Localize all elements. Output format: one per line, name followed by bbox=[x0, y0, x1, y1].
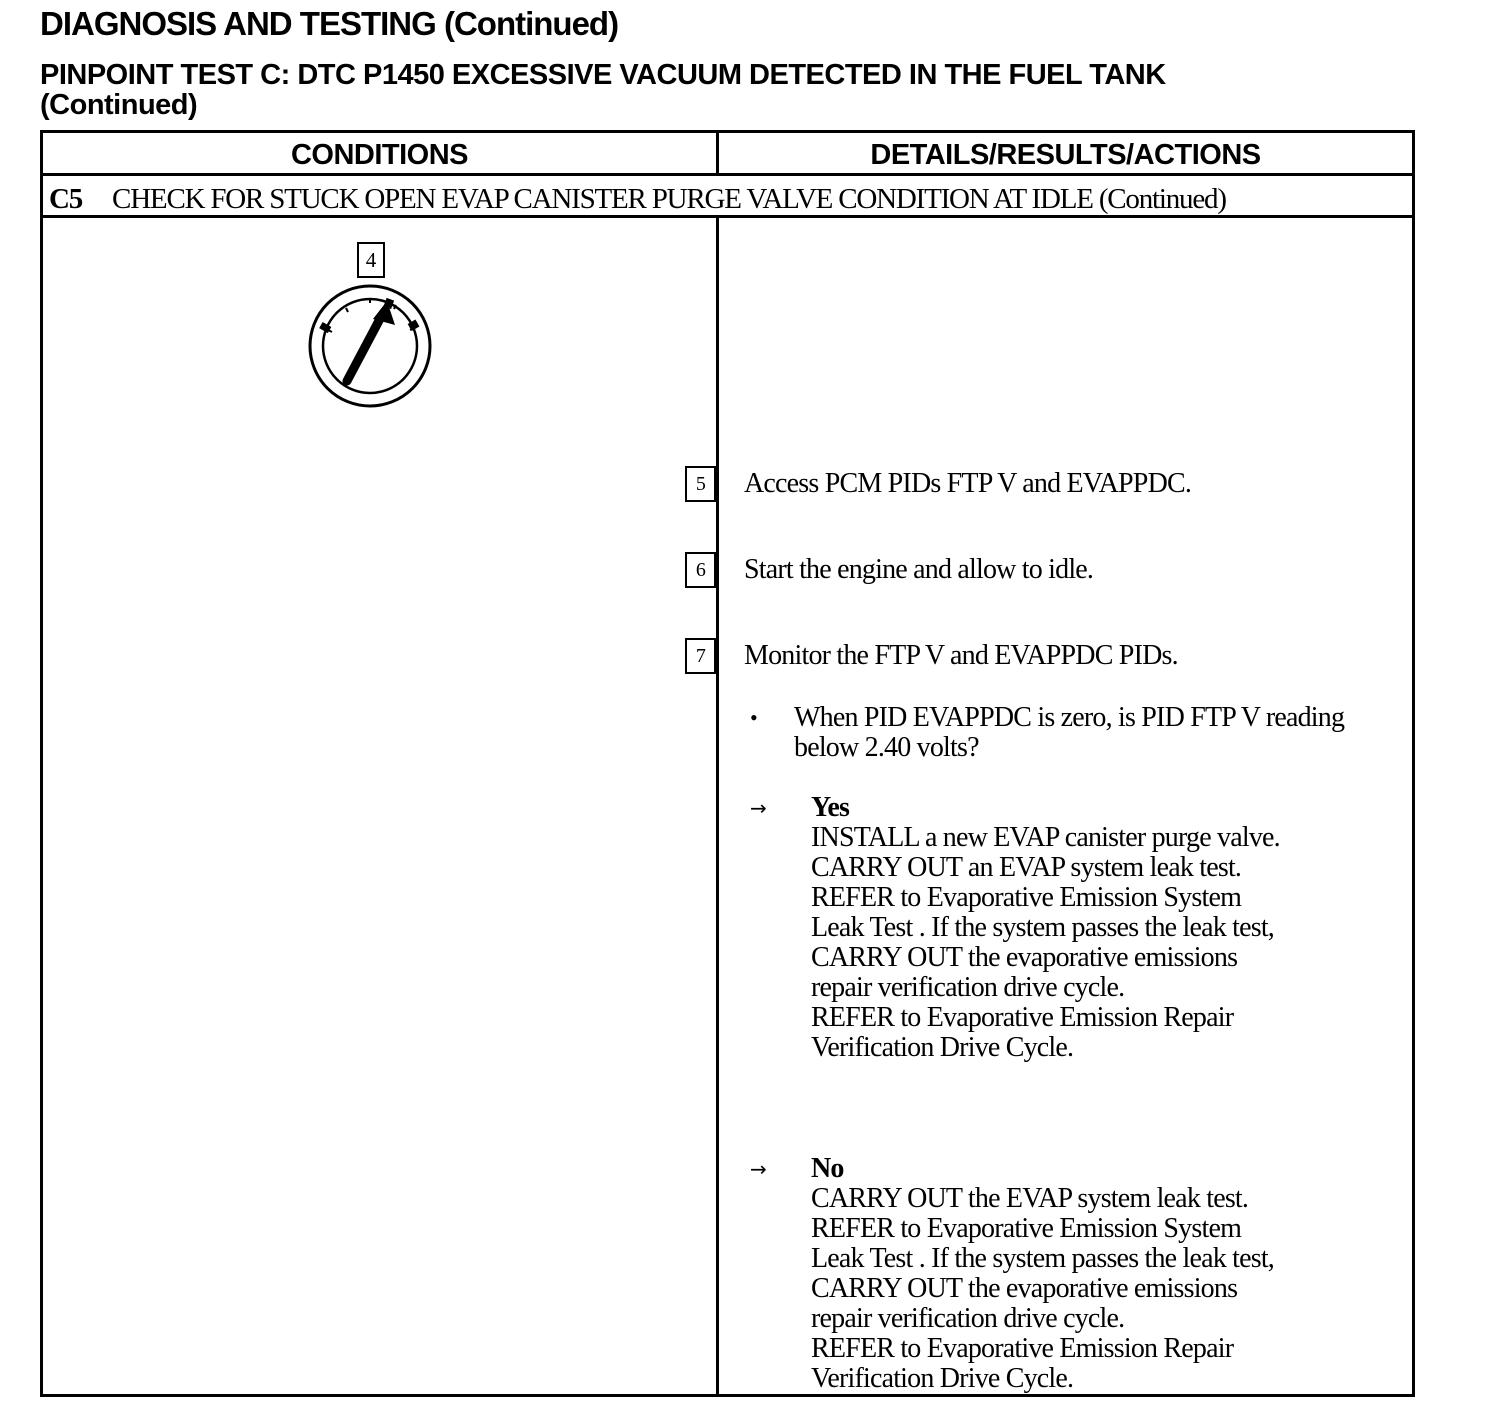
action-line: CARRY OUT the EVAP system leak test. bbox=[811, 1183, 1249, 1214]
ignition-key-icon bbox=[307, 283, 433, 409]
step-number-badge: 7 bbox=[685, 638, 716, 674]
action-line: REFER to Evaporative Emission Repair bbox=[811, 1333, 1234, 1364]
question-text: When PID EVAPPDC is zero, is PID FTP V reading below 2.40 volts? bbox=[794, 702, 1345, 763]
step-6 bbox=[685, 552, 1093, 588]
step-number-badge: 6 bbox=[685, 552, 716, 588]
column-header-actions: DETAILS/RESULTS/ACTIONS bbox=[870, 139, 1261, 171]
result-no-action bbox=[811, 1184, 1274, 1394]
test-title-line-2: (Continued) bbox=[40, 89, 198, 121]
result-yes bbox=[750, 793, 1280, 1063]
pinpoint-test-title bbox=[40, 60, 1340, 120]
action-line: CARRY OUT the evaporative emissions bbox=[811, 1273, 1238, 1304]
action-line: repair verification drive cycle. bbox=[811, 1303, 1125, 1334]
action-line: CARRY OUT an EVAP system leak test. bbox=[811, 852, 1242, 883]
step-number-badge: 5 bbox=[685, 466, 716, 502]
step-text: Access PCM PIDs FTP V and EVAPPDC. bbox=[744, 468, 1192, 499]
body-column-divider bbox=[716, 215, 719, 1397]
action-line: INSTALL a new EVAP canister purge valve. bbox=[811, 822, 1280, 853]
column-header-conditions: CONDITIONS bbox=[290, 139, 469, 171]
step-7 bbox=[685, 638, 1178, 674]
step-text: Monitor the FTP V and EVAPPDC PIDs. bbox=[744, 640, 1178, 671]
step-text: Start the engine and allow to idle. bbox=[744, 554, 1094, 585]
test-title-line-1: PINPOINT TEST C: DTC P1450 EXCESSIVE VACUUM DETECTED IN THE FUEL TANK bbox=[40, 59, 1166, 91]
action-line: Leak Test . If the system passes the leak test, bbox=[811, 1243, 1275, 1274]
section-title: DIAGNOSIS AND TESTING (Continued) bbox=[40, 5, 619, 42]
step-id: C5 bbox=[49, 183, 83, 215]
result-no-label: No bbox=[811, 1153, 844, 1184]
header-divider bbox=[43, 173, 1412, 176]
diagnostic-question bbox=[750, 703, 1354, 763]
result-no bbox=[750, 1154, 1274, 1394]
arrow-right-icon: → bbox=[750, 1157, 766, 1181]
step-5 bbox=[685, 466, 1191, 502]
step-title: CHECK FOR STUCK OPEN EVAP CANISTER PURGE VALVE CONDITION AT IDLE (Continued) bbox=[112, 183, 1226, 215]
bullet-icon: • bbox=[750, 705, 757, 730]
action-line: Verification Drive Cycle. bbox=[811, 1363, 1074, 1394]
step-heading bbox=[49, 181, 1226, 217]
action-line: REFER to Evaporative Emission Repair bbox=[811, 1002, 1234, 1033]
arrow-right-icon: → bbox=[750, 796, 766, 820]
action-line: REFER to Evaporative Emission System bbox=[811, 1213, 1242, 1244]
result-yes-action bbox=[811, 823, 1280, 1063]
illustration-step-number: 4 bbox=[357, 242, 385, 278]
action-line: REFER to Evaporative Emission System bbox=[811, 882, 1242, 913]
result-yes-label: Yes bbox=[811, 792, 850, 823]
action-line: Verification Drive Cycle. bbox=[811, 1032, 1074, 1063]
action-line: Leak Test . If the system passes the leak test, bbox=[811, 912, 1275, 943]
action-line: repair verification drive cycle. bbox=[811, 972, 1125, 1003]
action-line: CARRY OUT the evaporative emissions bbox=[811, 942, 1238, 973]
